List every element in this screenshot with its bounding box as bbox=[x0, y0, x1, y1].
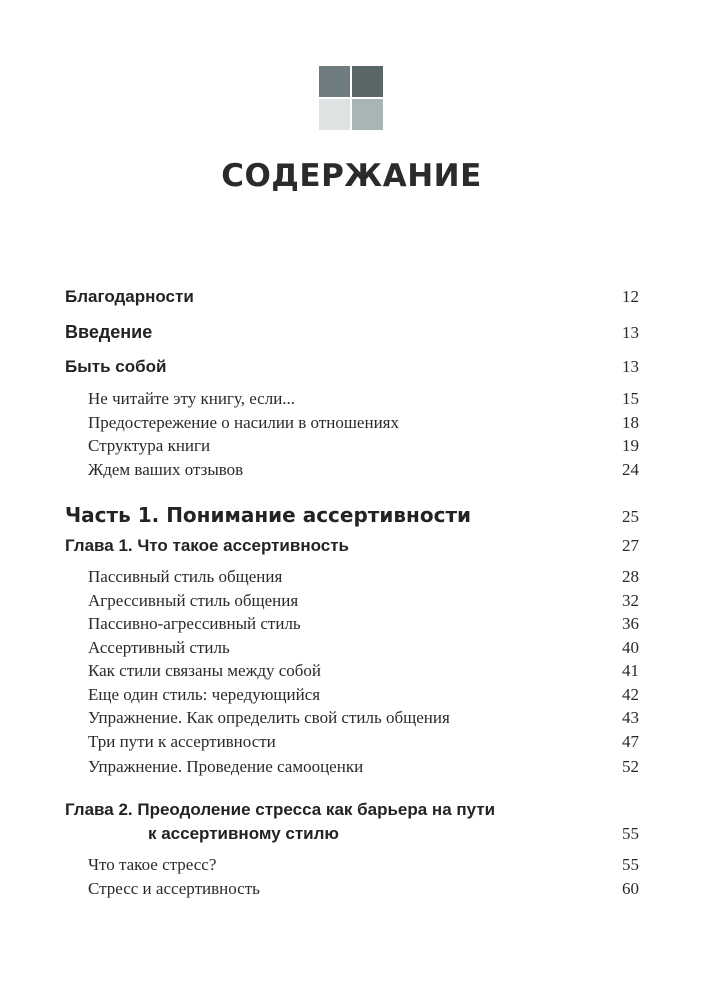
toc-subentry-page: 41 bbox=[622, 661, 639, 680]
toc-subentry[interactable] bbox=[88, 708, 639, 728]
toc-subentry[interactable] bbox=[88, 567, 639, 587]
toc-subentry-text: Упражнение. Проведение самооценки bbox=[88, 757, 364, 776]
logo-square-bottom-left bbox=[319, 99, 350, 130]
toc-subentry-text: Упражнение. Как определить свой стиль общения bbox=[88, 708, 450, 727]
logo-square-top-left bbox=[319, 66, 350, 97]
toc-subentry-text: Как стили связаны между собой bbox=[88, 661, 322, 680]
toc-subentry-page: 47 bbox=[622, 732, 639, 751]
toc-entry-page: 25 bbox=[622, 507, 639, 526]
toc-entry-text: Часть 1. Понимание ассертивности bbox=[65, 503, 472, 527]
toc-subentry[interactable] bbox=[88, 661, 639, 681]
toc-subentry[interactable] bbox=[88, 757, 639, 777]
toc-subentry-text: Стресс и ассертивность bbox=[88, 879, 260, 898]
toc-entry-page: 55 bbox=[622, 824, 639, 843]
toc-subentry[interactable] bbox=[88, 436, 639, 456]
toc-entry-text: Глава 1. Что такое ассертивность bbox=[65, 536, 349, 555]
toc-subentry-page: 19 bbox=[622, 436, 639, 455]
toc-entry-introduction[interactable] bbox=[65, 322, 639, 343]
toc-subentry-page: 55 bbox=[622, 855, 639, 874]
toc-entry-page: 27 bbox=[622, 536, 639, 555]
toc-entry-text: Быть собой bbox=[65, 357, 167, 376]
toc-entry-text: Введение bbox=[65, 322, 153, 342]
toc-subentry-page: 28 bbox=[622, 567, 639, 586]
toc-entry-part-1[interactable] bbox=[65, 503, 639, 527]
toc-entry-chapter-2[interactable] bbox=[148, 824, 639, 844]
toc-subentry-text: Предостережение о насилии в отношениях bbox=[88, 413, 399, 432]
logo-square-bottom-right bbox=[352, 99, 383, 130]
toc-subentry-text: Что такое стресс? bbox=[88, 855, 217, 874]
toc-subentry[interactable] bbox=[88, 389, 639, 409]
toc-subentry-page: 24 bbox=[622, 460, 639, 479]
toc-subentry-page: 52 bbox=[622, 757, 639, 776]
toc-subentry-page: 42 bbox=[622, 685, 639, 704]
toc-subentry-page: 18 bbox=[622, 413, 639, 432]
page-title: СОДЕРЖАНИЕ bbox=[221, 158, 482, 194]
toc-subentry[interactable] bbox=[88, 685, 639, 705]
toc-subentry[interactable] bbox=[88, 879, 639, 899]
toc-entry-page: 13 bbox=[622, 357, 639, 376]
toc-entry-chapter-2-line-1[interactable]: Глава 2. Преодоление стресса как барьера на пути bbox=[65, 800, 496, 819]
toc-subentry-page: 15 bbox=[622, 389, 639, 408]
toc-subentry-page: 36 bbox=[622, 614, 639, 633]
toc-subentry[interactable] bbox=[88, 413, 639, 433]
toc-entry-page: 13 bbox=[622, 323, 639, 342]
toc-subentry-page: 32 bbox=[622, 591, 639, 610]
toc-entry-text: Благодарности bbox=[65, 287, 194, 306]
toc-subentry-page: 60 bbox=[622, 879, 639, 898]
toc-subentry-text: Не читайте эту книгу, если... bbox=[88, 389, 296, 408]
toc-subentry-text: Пассивный стиль общения bbox=[88, 567, 283, 586]
toc-entry-page: 12 bbox=[622, 287, 639, 306]
toc-subentry[interactable] bbox=[88, 591, 639, 611]
toc-entry-acknowledgements[interactable] bbox=[65, 287, 639, 307]
toc-subentry-text: Агрессивный стиль общения bbox=[88, 591, 299, 610]
toc-subentry[interactable] bbox=[88, 638, 639, 658]
toc-subentry[interactable] bbox=[88, 855, 639, 875]
toc-entry-chapter-1[interactable] bbox=[65, 536, 639, 556]
toc-subentry[interactable] bbox=[88, 460, 639, 480]
toc-subentry-page: 40 bbox=[622, 638, 639, 657]
toc-subentry-text: Пассивно-агрессивный стиль bbox=[88, 614, 301, 633]
toc-entry-text: к ассертивному стилю bbox=[148, 824, 339, 843]
toc-subentry-text: Три пути к ассертивности bbox=[88, 732, 276, 751]
toc-subentry-page: 43 bbox=[622, 708, 639, 727]
logo-square-top-right bbox=[352, 66, 383, 97]
toc-subentry-text: Структура книги bbox=[88, 436, 211, 455]
toc-subentry-text: Ждем ваших отзывов bbox=[88, 460, 244, 479]
toc-subentry[interactable] bbox=[88, 614, 639, 634]
toc-subentry[interactable] bbox=[88, 732, 639, 752]
toc-subentry-text: Еще один стиль: чередующийся bbox=[88, 685, 321, 704]
toc-subentry-text: Ассертивный стиль bbox=[88, 638, 230, 657]
toc-entry-being-yourself[interactable] bbox=[65, 357, 639, 377]
logo-squares bbox=[319, 66, 383, 130]
